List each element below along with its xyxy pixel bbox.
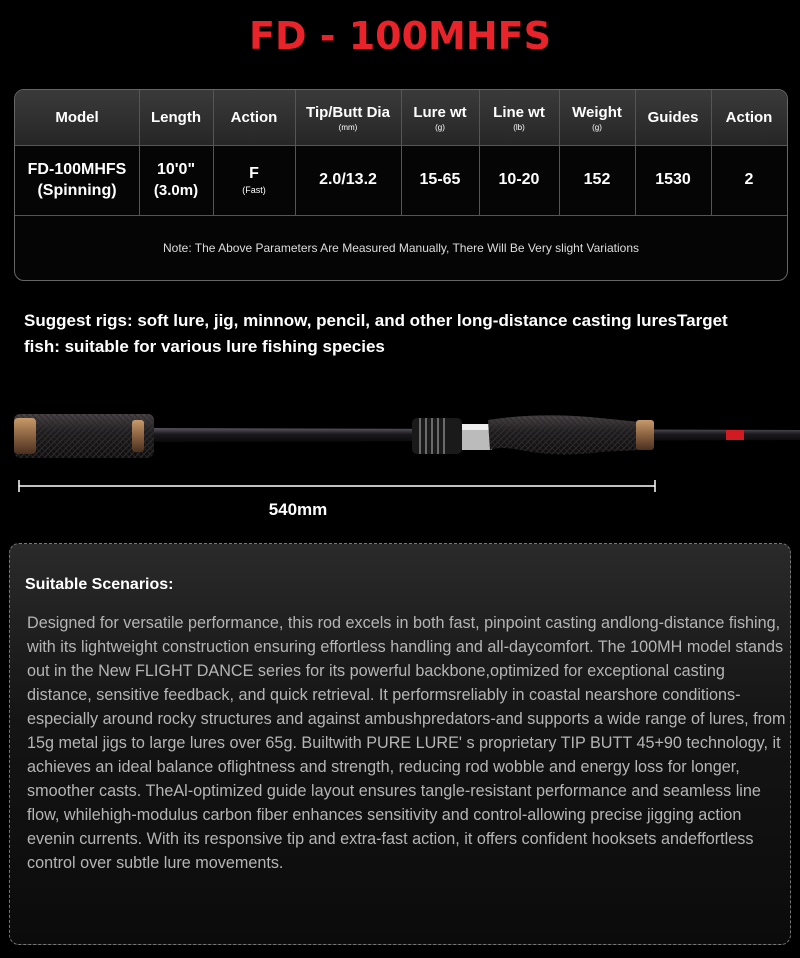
header-model: Model [55,109,99,126]
value-guides: 1530 [655,171,691,188]
scenarios-panel [9,543,791,945]
divider [711,90,712,215]
unit-g: (g) [592,122,602,132]
dimension-label: 540mm [268,500,328,519]
value-action: F (Fast) [242,165,266,195]
header-action: Action [230,109,278,126]
header-length: Length [151,109,201,126]
rod-handle-image [0,400,800,470]
header-lure-wt: Lure wt (g) [413,103,467,132]
suggested-rigs-text: Suggest rigs: soft lure, jig, minnow, pencil, and other long-distance casting luresTarget fish: suitable for various lure fishing species [24,311,728,356]
cork-end [14,418,36,454]
header-guides: Guides [647,109,699,126]
header-tip-butt-dia: Tip/Butt Dia (mm) [306,103,390,132]
header-action-2: Action [725,109,773,126]
value-weight: 152 [583,171,611,188]
header-line-wt: Line wt (lb) [493,103,545,132]
scenarios-body: Designed for versatile performance, this rod excels in both fast, pinpoint casting andlong-distance fishing, with its lightweight construction ensuring effortless handling and all-daycomfort. The 100MH model stands out in the New FLIGHT DANCE series for its powerful backbone,optimized for exceptional casting distance, sensitive feedback, and quick retrieval. It performsreliably in coastal nearshore conditions-especially around rocky structures and against ambushpredators-and supports a wide range of lures, from 15g metal jigs to large lures over 65g. Builtwith PURE LURE' s proprietary TIP BUTT 45+90 technology, it achieves an ideal balance oflightness and strength, reducing rod wobble and energy loss for longer, smoother casts. TheAl-optimized guide layout ensures tangle-resistant performance and seamless line flow, whilehigh-modulus carbon fiber enhances sensitivity and control-allowing precise jigging action evenin currents. With its responsive tip and extra-fast action, it offers confident hooksets andeffortless control over subtle lure movements. [27,614,786,872]
divider [295,90,296,215]
value-lure-wt: 15-65 [419,171,461,188]
divider [559,90,560,215]
dimension-line [18,478,656,494]
red-accent [726,430,744,440]
divider [401,90,402,215]
spec-table [14,89,788,281]
header-weight: Weight (g) [572,103,622,132]
unit-mm: (mm) [338,122,358,132]
table-note: Note: The Above Parameters Are Measured Manually, There Will Be Very slight Variations [162,241,639,255]
divider [635,90,636,215]
divider [479,90,480,215]
page-title: FD - 100MHFS [249,14,551,58]
unit-lb: (lb) [513,122,525,132]
value-line-wt: 10-20 [498,171,540,188]
unit-g: (g) [435,122,445,132]
value-action-2: 2 [744,171,754,188]
divider [213,90,214,215]
divider [15,145,787,146]
scenarios-title: Suitable Scenarios: [25,576,174,593]
divider [139,90,140,215]
value-tip-butt-dia: 2.0/13.2 [319,171,377,188]
value-model: FD-100MHFS (Spinning) [27,160,127,199]
value-length: 10'0" (3.0m) [153,161,199,199]
